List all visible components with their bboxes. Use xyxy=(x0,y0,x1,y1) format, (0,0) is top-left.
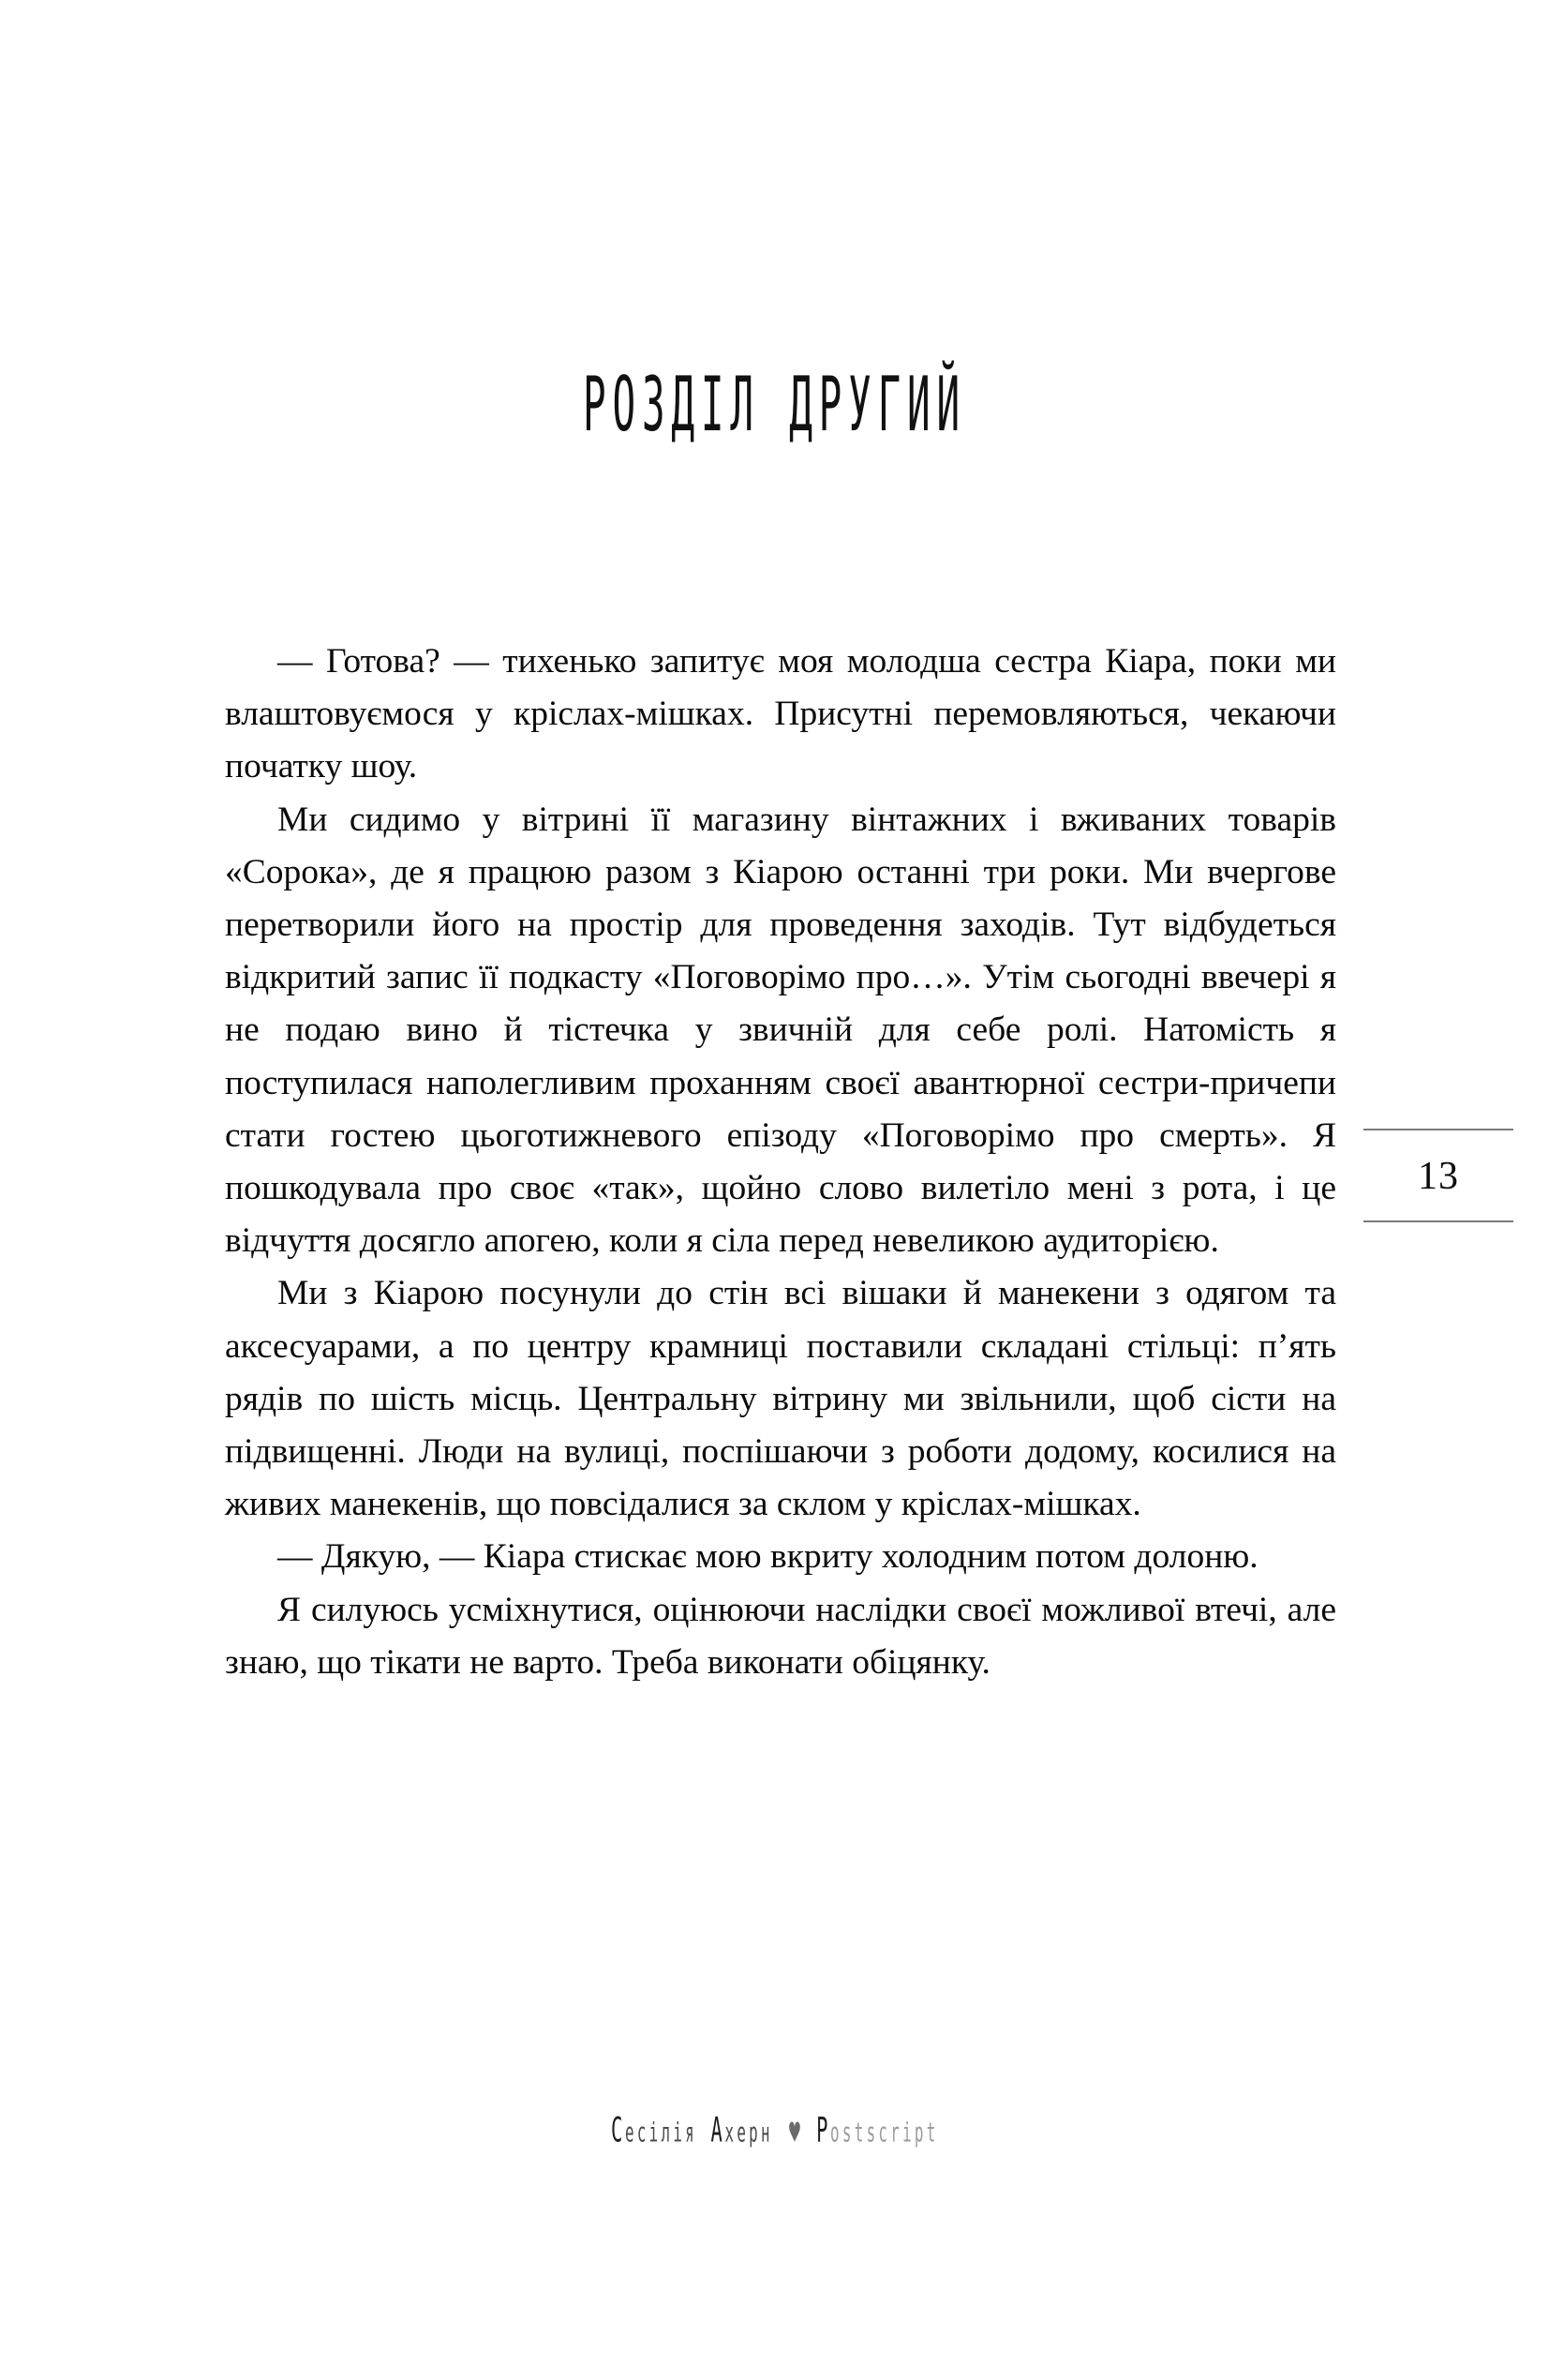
page-number: 13 xyxy=(1418,1155,1459,1198)
paragraph: Ми сидимо у вітрині її магазину вінтажних і вживаних товарів «Сорока», де я працюю разом з Кіарою останні три роки. Ми вчергове перетворили його на простір для проведення заходів. Тут відбудеться відкритий запис її подкасту «Поговорімо про…». Утім сьогодні ввечері я не подаю вино й тістечка у звичній для себе ролі. Натомість я поступилася наполегливим проханням своєї авантюрної сестри-причепи стати гостею цьоготижневого епізоду «Поговорімо про смерть». Я пошкодувала про своє «так», щойно слово вилетіло мені з рота, і це відчуття досягло апогею, коли я сіла перед невеликою аудиторією. xyxy=(225,800,1336,1261)
footer-title-initial: P xyxy=(815,2110,830,2151)
running-footer xyxy=(0,2110,1549,2153)
footer-author-name: есілія xyxy=(624,2117,697,2148)
footer-title: ostscript xyxy=(829,2117,939,2148)
heart-icon: ♥ xyxy=(788,2114,800,2153)
footer-inner xyxy=(610,2110,939,2153)
paragraph: Я силуюсь усміхнутися, оцінюючи наслідки своєї можливої втечі, але знаю, що тікати не варто. Треба виконати обіцянку. xyxy=(225,1590,1336,1682)
paragraph: Ми з Кіарою посунули до стін всі вішаки й манекени з одягом та аксесуарами, а по центру крамниці поставили складані стільці: п’ять рядів по шість місць. Центральну вітрину ми звільнили, щоб сісти на підвищенні. Люди на вулиці, поспішаючи з роботи додому, косилися на живих манекенів, що повсідалися за склом у кріслах-мішках. xyxy=(225,1274,1336,1524)
paragraph: — Готова? — тихенько запитує моя молодша сестра Кіара, поки ми влаштовуємося у кріслах-мішках. Присутні перемовляються, чекаючи початку шоу. xyxy=(225,642,1336,786)
page-number-block xyxy=(1363,1129,1513,1222)
chapter-title: РОЗДІЛ ДРУГИЙ xyxy=(583,360,966,449)
paragraph: — Дякую, — Кіара стискає мою вкриту холодним потом долоню. xyxy=(277,1537,1259,1577)
footer-author-surname: херн xyxy=(724,2117,773,2148)
folio-rule-bottom xyxy=(1363,1220,1513,1222)
footer-author-surname-initial: А xyxy=(710,2110,725,2151)
body-text xyxy=(225,636,1336,1689)
footer-author-initial: С xyxy=(610,2110,625,2151)
